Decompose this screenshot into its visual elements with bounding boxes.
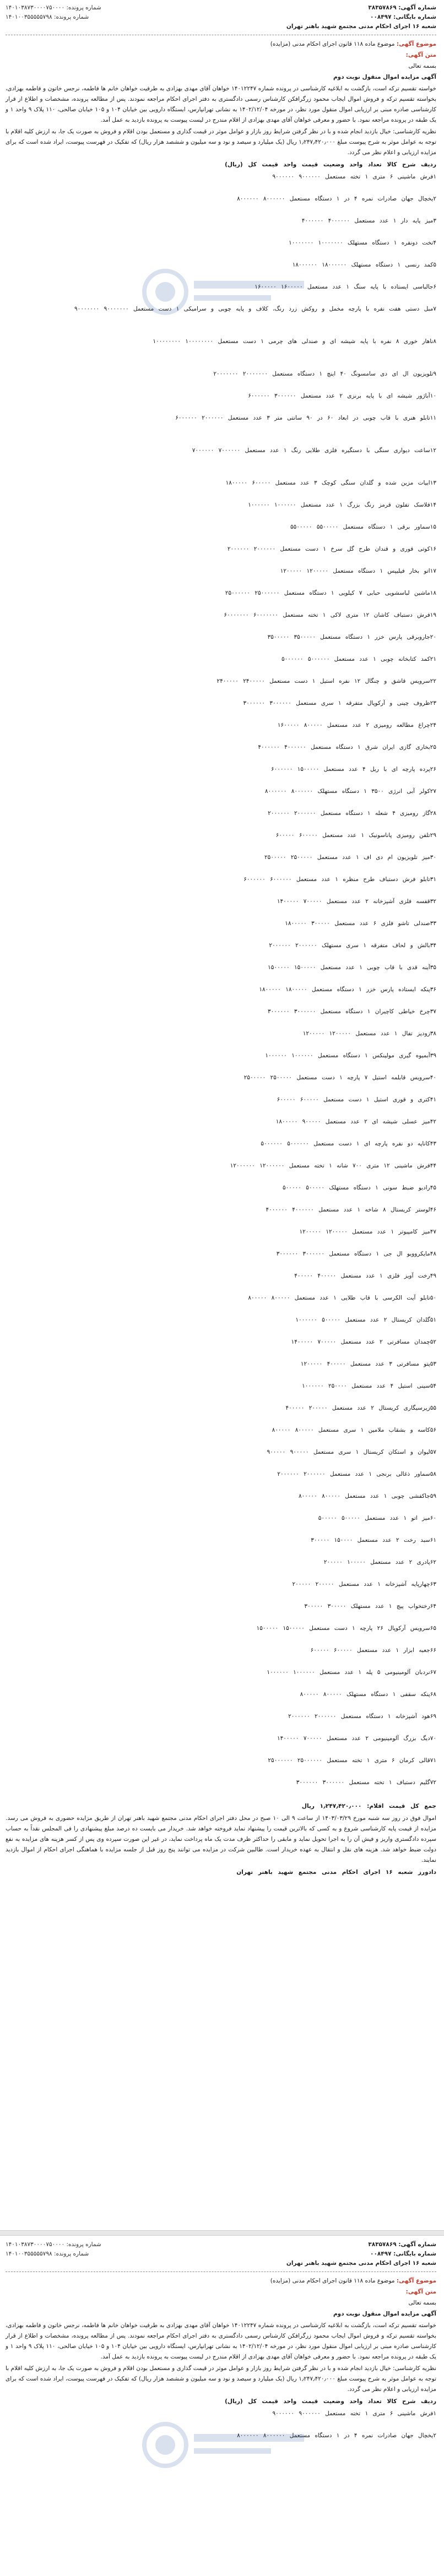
list-item: ۶۴رختخواب پیچ ۱ عدد مستهلک ۳۰۰۰۰۰ ۳۰۰۰۰۰: [304, 1603, 436, 1610]
list-item: ۵۴سینی استیل ۴ عدد مستعمل ۲۵۰۰۰۰ ۱۰۰۰۰۰۰: [302, 1383, 436, 1389]
list-item: ۱۰آباژور شیشه ای با پایه برنزی ۲ عدد مستعمل ۳۰۰۰۰۰۰ ۶۰۰۰۰۰۰: [248, 393, 436, 399]
subject: موضوع ماده ۱۱۸ قانون اجرای احکام مدنی (مزایده): [270, 2278, 395, 2284]
list-item: ۱۳ابیات مزین شده و گلدان سنگی کوچک ۳ عدد مستعمل ۶۰۰۰۰۰ ۱۸۰۰۰۰۰: [225, 480, 436, 486]
list-item: ۴۲میز عسلی شیشه ای ۲ عدد مستعمل ۹۰۰۰۰۰ ۱۸۰۰۰۰۰: [275, 1118, 436, 1125]
notice-title: آگهی مزایده اموال منقول نوبت دوم: [333, 2311, 436, 2317]
header-left: [6, 2240, 101, 2259]
list-item: ۴۸مایکروویو ال جی ۱ دستگاه مستعمل ۳۰۰۰۰۰۰ ۳۰۰۰۰۰۰: [276, 1251, 436, 1257]
list-item: ۲۷کولر آبی انرژی ۳۵۰۰ ۱ دستگاه مستهلک ۸۰۰۰۰۰۰ ۸۰۰۰۰۰۰: [264, 788, 436, 795]
notice-2: [0, 2237, 444, 2576]
subject: موضوع ماده ۱۱۸ قانون اجرای احکام مدنی (مزایده): [270, 41, 395, 47]
notice-number: شماره آگهی: ۳۸۳۵۷۸۶۹: [368, 4, 436, 11]
subject-label: موضوع آگهی:: [396, 2278, 436, 2284]
list-item: ۱۱تابلو هنری با قاب چوبی در ابعاد ۶۰ در ۹۰ سانتی متر ۳ عدد مستعمل ۲۰۰۰۰۰۰ ۶۰۰۰۰۰۰: [175, 415, 436, 421]
list-item: ۳۱تابلو فرش دستباف طرح منظره ۱ عدد مستعمل ۶۰۰۰۰۰۰ ۶۰۰۰۰۰۰: [243, 876, 436, 883]
list-item: ۴۰سرویس قابلمه استیل ۷ پارچه ۱ دست مستعمل ۲۵۰۰۰۰۰ ۲۵۰۰۰۰۰: [243, 1074, 436, 1081]
list-item: ۵۹جاکفشی چوبی ۱ عدد مستعمل ۸۰۰۰۰۰ ۸۰۰۰۰۰: [298, 1493, 436, 1499]
header-right: [286, 3, 436, 31]
list-item: ۱فرش ماشینی ۶ متری ۱ تخته مستعمل ۹۰۰۰۰۰۰ ۹۰۰۰۰۰۰: [272, 173, 436, 180]
list-item: ۱۴فلاسک تفلون قرمز رنگ بزرگ ۱ عدد مستعمل ۱۰۰۰۰۰۰ ۱۰۰۰۰۰۰: [248, 502, 436, 508]
paragraph-2: نظریه کارشناسی: خیال بازدید انجام شده و با در نظر گرفتن شرایط روز بازار و عوامل موثر در قیمت گذاری و مستعمل بودن اقلام و فروش به صورت یک جا، به ارزش کلیه اقلام با توجه به عوامل موثر به شرح پیوست مبلغ ۱٫۲۴۷٫۴۲۰٫۰۰۰ ریال (یک میلیارد و سیصد و نود و سه میلیون و ششصد هزار ریال) که تفکیک در فهرست پیوست، ایراد شده است که برای مزایده ارزیابی و اعلام نظر می گردد.: [6, 2365, 436, 2393]
list-item: ۳میز پایه دار ۱ عدد مستعمل ۴۰۰۰۰۰۰ ۴۰۰۰۰۰۰: [301, 218, 436, 224]
list-item: ۹تلویزیون ال ای دی سامسونگ ۴۰ اینچ ۱ دستگاه مستعمل ۲۰۰۰۰۰۰۰ ۲۰۰۰۰۰۰۰: [213, 371, 436, 377]
list-item: ۴۷میز کامپیوتر ۱ عدد مستعمل ۱۲۰۰۰۰۰ ۱۲۰۰۰۰۰: [299, 1229, 436, 1235]
list-item: ۷مبل دستی هفت نفره با پارچه مخمل و روکش زرد رنگ، کلاف و پایه چوبی و سرامیکی ۱ دست مستعمل ۹۰۰۰۰۰۰۰ ۹۰۰۰۰۰۰۰: [74, 306, 436, 312]
archive-number: شماره بایگانی: ۰۰۸۴۹۷: [370, 2251, 436, 2257]
list-item: ۴تخت دونفره ۱ دستگاه مستهلک ۱۰۰۰۰۰۰۰ ۱۰۰۰۰۰۰۰: [289, 240, 436, 246]
list-item: ۳۵آینه قدی با قاب چوبی ۱ عدد مستعمل ۱۵۰۰۰۰۰ ۱۵۰۰۰۰۰: [268, 964, 436, 971]
list-item: ۴۱کتری و قوری استیل ۱ دست مستعمل ۶۰۰۰۰۰ ۶۰۰۰۰۰: [277, 1096, 436, 1103]
list-item: ۴۵رادیو ضبط سونی ۱ دستگاه مستهلک ۵۰۰۰۰۰ ۵۰۰۰۰۰: [283, 1184, 436, 1191]
list-item: ۲۴چراغ مطالعه رومیزی ۲ عدد مستعمل ۸۰۰۰۰۰ ۱۶۰۰۰۰۰: [277, 722, 436, 729]
list-item: ۲۶پرده پارچه ای با ریل ۴ عدد مستعمل ۱۵۰۰۰۰۰ ۶۰۰۰۰۰۰: [270, 766, 436, 773]
list-item: ۵۳پتو مسافرتی ۳ عدد مستعمل ۴۰۰۰۰۰ ۱۲۰۰۰۰۰: [300, 1361, 436, 1367]
list-item: ۷۲گلیم دستباف ۱ تخته مستعمل ۳۰۰۰۰۰۰ ۳۰۰۰۰۰۰: [296, 1779, 436, 1786]
list-item: ۵۵زیرسیگاری کریستال ۲ عدد مستعمل ۲۰۰۰۰۰ ۴۰۰۰۰۰: [285, 1405, 436, 1411]
notice-meta: [6, 39, 436, 83]
list-item: ۲یخچال جهان صادرات نمره ۴ در ۱ دستگاه مستعمل ۸۰۰۰۰۰۰ ۸۰۰۰۰۰۰: [237, 2432, 436, 2439]
text-label: متن آگهی:: [405, 52, 436, 58]
notice-header: [6, 2237, 436, 2272]
item-list: [6, 2409, 436, 2453]
notice-number: شماره آگهی: ۳۸۳۵۷۸۶۹: [368, 2241, 436, 2248]
list-item: ۱۹فرش دستباف کاشان ۱۲ متری لاکی ۱ تخته مستعمل ۶۰۰۰۰۰۰۰ ۶۰۰۰۰۰۰۰: [224, 612, 436, 618]
paragraph-2: نظریه کارشناسی: خیال بازدید انجام شده و با در نظر گرفتن شرایط روز بازار و عوامل موثر در قیمت گذاری و مستعمل بودن اقلام و فروش به صورت یک جا، به ارزش کلیه اقلام با توجه به عوامل موثر به شرح پیوست مبلغ ۱٫۲۴۷٫۴۲۰٫۰۰۰ ریال (یک میلیارد و سیصد و نود و سه میلیون و ششصد هزار ریال) که تفکیک در فهرست پیوست، ایراد شده است که برای مزایده ارزیابی و اعلام نظر می گردد.: [6, 128, 436, 156]
notice-title: آگهی مزایده اموال منقول نوبت دوم: [333, 74, 436, 80]
list-item: ۲۹تلفن رومیزی پاناسونیک ۱ عدد مستعمل ۶۰۰۰۰۰ ۶۰۰۰۰۰: [275, 832, 436, 839]
list-item: ۸ناهار خوری ۸ نفره با پایه شیشه ای و صندلی های چرمی ۱ دست مستعمل ۱۰۰۰۰۰۰۰۰ ۱۰۰۰۰۰۰۰۰: [153, 338, 436, 345]
list-item: ۱۷اتو بخار فیلیپس ۱ دستگاه مستعمل ۱۲۰۰۰۰۰ ۱۲۰۰۰۰۰: [280, 568, 436, 574]
notice-header: [6, 0, 436, 35]
list-item: ۳۷چرخ خیاطی کاچیران ۱ دستگاه مستعمل ۳۰۰۰۰۰۰ ۳۰۰۰۰۰۰: [268, 1008, 436, 1015]
list-item: ۲۵بخاری گازی ایران شرق ۱ دستگاه مستعمل ۴۰۰۰۰۰۰ ۴۰۰۰۰۰۰: [258, 744, 436, 751]
list-item: ۵۲چمدان مسافرتی ۲ عدد مستعمل ۷۰۰۰۰۰ ۱۴۰۰۰۰۰: [291, 1339, 436, 1345]
paragraph-1: خواسته تقسیم ترکه است، بازگشت به ابلاغیه کارشناسی در پرونده شماره ۱۴۰۱۲۲۴۷ خواهان آقای مهدی بهزادی به طرفیت خواهان خانم ها فاطمه، نرجس خاتون و فاطمه بهزادی، بخواسته تقسیم ترکه و فروش اموال ایجاب محمود زرگرافکن کارشناس رسمی دادگستری به دفتر اجرای احکام مراجعه نمودند. پس از مطالعه پرونده، مشخصات و اطلاع از قرار کارشناسی صادره مبنی بر ارزیابی اموال منقول مورد نظر، در مورخه ۱۴۰۲/۱۲/۰۴ به نشانی تهرانپارس، ایستگاه دارویی بین خیابان ۱۰۴ و ۱۰۵ خیابان صالحی، ۱۱۰ پلاک ۹ واحد ۱ و یک طبقه در پرونده مراجعه نمود. با حضور و معرفی خواهان آقای مهدی بهزادی از اقلام مندرج در لیست پیوست به پرونده بازدید به عمل آمد.: [6, 2322, 436, 2360]
list-item: ۳۸زودپز تفال ۱ عدد مستعمل ۱۲۰۰۰۰۰ ۱۲۰۰۰۰۰: [302, 1030, 436, 1037]
list-item: ۴۹رخت آویز فلزی ۱ عدد مستعمل ۴۰۰۰۰۰ ۴۰۰۰۰۰: [294, 1273, 436, 1279]
subject-label: موضوع آگهی:: [396, 41, 436, 47]
total-line: جمع کل قیمت اقلام: ۱٫۲۴۷٫۴۲۰٫۰۰۰ ریال: [301, 1803, 436, 1809]
branch-name: شعبه ۱۶ اجرای احکام مدنی مجتمع شهید باهنر تهران: [286, 23, 436, 30]
list-item: ۵۶کاسه و بشقاب ملامین ۱ سری مستعمل ۸۰۰۰۰۰ ۸۰۰۰۰۰: [272, 1427, 436, 1433]
list-item: ۱فرش ماشینی ۶ متری ۱ تخته مستعمل ۹۰۰۰۰۰۰ ۹۰۰۰۰۰۰: [272, 2410, 436, 2417]
list-item: ۴۶لوستر کریستال ۸ شاخه ۱ عدد مستعمل ۴۰۰۰۰۰۰ ۴۰۰۰۰۰۰: [266, 1207, 436, 1213]
list-item: ۷۱قالی کرمان ۶ متری ۱ تخته مستعمل ۲۵۰۰۰۰۰۰ ۲۵۰۰۰۰۰۰: [268, 1757, 436, 1764]
list-item: ۳۳صندلی تاشو فلزی ۶ عدد مستعمل ۳۰۰۰۰۰ ۱۸۰۰۰۰۰: [285, 920, 436, 927]
branch-name: شعبه ۱۶ اجرای احکام مدنی مجتمع شهید باهنر تهران: [286, 2260, 436, 2267]
text-label: متن آگهی:: [405, 2289, 436, 2295]
list-item: ۵۰تابلو آیت الکرسی با قاب طلایی ۱ عدد مستعمل ۸۰۰۰۰۰ ۸۰۰۰۰۰: [248, 1295, 436, 1301]
list-item: ۶۰میز اتو ۱ عدد مستعمل ۵۰۰۰۰۰ ۵۰۰۰۰۰: [318, 1515, 436, 1521]
header-right: [286, 2240, 436, 2268]
list-item: ۲یخچال جهان صادرات نمره ۴ در ۱ دستگاه مستعمل ۸۰۰۰۰۰۰ ۸۰۰۰۰۰۰: [237, 195, 436, 202]
list-item: ۷۰دیگ بزرگ آلومینیومی ۲ عدد مستعمل ۷۰۰۰۰۰ ۱۴۰۰۰۰۰: [277, 1735, 436, 1742]
list-item: ۱۸ماشین لباسشویی حبابی ۷ کیلویی ۱ دستگاه مستعمل ۲۵۰۰۰۰۰۰ ۲۵۰۰۰۰۰۰: [225, 590, 436, 596]
header-left: [6, 3, 101, 22]
basmala: بسمه تعالی: [408, 63, 436, 69]
paragraph-3: اموال فوق در روز سه شنبه مورخ ۱۴۰۳/۰۳/۲۹ از ساعت ۹ الی ۱۰ صبح در محل دفتر اجرای احکام مدنی مجتمع شهید باهنر تهران از طریق مزایده حضوری به فروش می رسد. مزایده از قیمت پایه کارشناسی شروع و به کسی که بالاترین قیمت را پیشنهاد نماید فروخته خواهد شد. خریدار می بایست ده درصد مبلغ پیشنهادی را فی المجلس نقداً به حساب سپرده دادگستری واریز و فیش آن را به اجرا تحویل نماید و مابقی را حداکثر ظرف مدت یک ماه پرداخت نماید، در غیر این صورت سپرده وی پس از کسر هزینه های مزایده به نفع دولت ضبط خواهد شد. هزینه های نقل و انتقال به عهده خریدار است. طالبین شرکت در مزایده می توانند پنج روز قبل از جلسه مزایده با هماهنگی اجرای احکام از اموال بازدید نمایند.: [6, 1815, 437, 1863]
list-item: ۲۳ظروف چینی و آرکوپال متفرقه ۱ سری مستعمل ۳۰۰۰۰۰۰ ۳۰۰۰۰۰۰: [243, 700, 436, 707]
list-item: ۱۵سماور برقی ۱ دستگاه مستعمل ۵۵۰۰۰۰۰ ۵۵۰۰۰۰۰: [290, 524, 436, 530]
list-item: ۱۲ساعت دیواری سنگی با دستگیره فلزی طلایی رنگ ۱ عدد مستعمل ۷۰۰۰۰۰۰ ۷۰۰۰۰۰۰: [192, 447, 436, 454]
list-header: ردیف شرح کالا تعداد واحد وضعیت قیمت واحد قیمت کل (ریال): [225, 161, 436, 168]
case-number-2: شماره پرونده: ۱۴۰۱۰۰۳۵۵۵۵۵۷۹۸: [6, 2251, 89, 2257]
list-item: ۳۴بالش و لحاف متفرقه ۱ سری مستهلک ۲۰۰۰۰۰۰ ۲۰۰۰۰۰۰: [269, 942, 436, 949]
list-item: ۶جالباسی ایستاده با پایه سنگ ۱ عدد مستعمل ۱۶۰۰۰۰۰ ۱۶۰۰۰۰۰: [255, 284, 436, 290]
list-item: ۶۲پادری ۲ عدد مستعمل ۱۰۰۰۰۰ ۲۰۰۰۰۰: [323, 1559, 436, 1566]
case-number-2: شماره پرونده: ۱۴۰۱۰۰۳۵۵۵۵۵۷۹۸: [6, 14, 89, 20]
list-item: ۶۹هود آشپزخانه ۱ دستگاه مستعمل ۲۰۰۰۰۰۰ ۲۰۰۰۰۰۰: [288, 1713, 436, 1720]
list-item: ۶۶جعبه ابزار ۱ عدد مستعمل ۶۰۰۰۰۰ ۶۰۰۰۰۰: [310, 1647, 436, 1654]
item-list: [6, 172, 436, 1800]
case-number: شماره پرونده: ۱۴۰۱۰۳۸۷۳۰۰۰۰۷۵۰۰۰۰: [6, 2241, 101, 2248]
list-item: ۳۹آبمیوه گیری مولینکس ۱ دستگاه مستعمل ۱۰۰۰۰۰۰ ۱۰۰۰۰۰۰: [265, 1052, 436, 1059]
list-item: ۱۶کوتی قوری و قندان طرح گل سرخ ۱ دست مستعمل ۲۰۰۰۰۰۰ ۲۰۰۰۰۰۰: [227, 546, 436, 552]
list-item: ۳۶پنکه ایستاده پارس خزر ۱ دستگاه مستعمل ۱۸۰۰۰۰۰ ۱۸۰۰۰۰۰: [259, 986, 436, 993]
list-item: ۲۸گاز رومیزی ۴ شعله ۱ دستگاه مستعمل ۲۰۰۰۰۰۰ ۲۰۰۰۰۰۰: [268, 810, 436, 817]
list-item: ۲۲سرویس قاشق و چنگال ۱۲ نفره استیل ۱ دست مستعمل ۲۴۰۰۰۰۰ ۲۴۰۰۰۰۰: [216, 678, 436, 684]
list-item: ۵کمد رنسی ۱ دستگاه مستهلک ۱۸۰۰۰۰۰۰ ۱۸۰۰۰۰۰۰: [292, 262, 436, 268]
notice-meta: [6, 2275, 436, 2319]
archive-number: شماره بایگانی: ۰۰۸۴۹۷: [370, 14, 436, 20]
list-item: ۲۰جاروبرقی پارس خزر ۱ دستگاه مستعمل ۳۵۰۰۰۰۰ ۳۵۰۰۰۰۰: [267, 634, 436, 640]
paragraph-1: خواسته تقسیم ترکه است، بازگشت به ابلاغیه کارشناسی در پرونده شماره ۱۴۰۱۲۲۴۷ خواهان آقای مهدی بهزادی به طرفیت خواهان خانم ها فاطمه، نرجس خاتون و فاطمه بهزادی، بخواسته تقسیم ترکه و فروش اموال ایجاب محمود زرگرافکن کارشناس رسمی دادگستری به دفتر اجرای احکام مراجعه نمودند. پس از مطالعه پرونده، مشخصات و اطلاع از قرار کارشناسی صادره مبنی بر ارزیابی اموال منقول مورد نظر، در مورخه ۱۴۰۲/۱۲/۰۴ به نشانی تهرانپارس، ایستگاه دارویی بین خیابان ۱۰۴ و ۱۰۵ خیابان صالحی، ۱۱۰ پلاک ۹ واحد ۱ و یک طبقه در پرونده مراجعه نمود. با حضور و معرفی خواهان آقای مهدی بهزادی از اقلام مندرج در لیست پیوست به پرونده بازدید به عمل آمد.: [6, 85, 436, 123]
basmala: بسمه تعالی: [408, 2300, 436, 2306]
notice-divider: [0, 2230, 444, 2236]
list-item: ۳۰میز تلویزیون ام دی اف ۱ عدد مستعمل ۲۵۰۰۰۰۰ ۲۵۰۰۰۰۰: [264, 854, 436, 861]
list-item: ۶۱سبد رخت ۲ عدد مستعمل ۱۵۰۰۰۰ ۳۰۰۰۰۰: [311, 1537, 436, 1544]
list-item: ۳۲قفسه فلزی آشپزخانه ۲ عدد مستعمل ۷۰۰۰۰۰ ۱۴۰۰۰۰۰: [277, 898, 436, 905]
list-item: ۵۷لیوان و استکان کریستال ۱ سری مستعمل ۹۰۰۰۰۰ ۹۰۰۰۰۰: [267, 1449, 436, 1455]
list-item: ۶۸پنکه سقفی ۱ دستگاه مستهلک ۸۰۰۰۰۰ ۸۰۰۰۰۰: [300, 1691, 436, 1698]
list-item: ۵۸سماور ذغالی برنجی ۱ عدد مستعمل ۲۰۰۰۰۰۰ ۲۰۰۰۰۰۰: [277, 1471, 436, 1477]
case-number: شماره پرونده: ۱۴۰۱۰۳۸۷۳۰۰۰۰۷۵۰۰۰۰: [6, 4, 101, 11]
list-item: ۶۳چهارپایه آشپزخانه ۱ عدد مستعمل ۲۰۰۰۰۰ ۲۰۰۰۰۰: [292, 1581, 436, 1588]
list-item: ۶۵سرویس آرکوپال ۲۶ پارچه ۱ دست مستعمل ۱۵۰۰۰۰۰ ۱۵۰۰۰۰۰: [256, 1625, 436, 1632]
signature: دادورز شعبه ۱۶ اجرای احکام مدنی مجتمع شهید باهنر تهران: [236, 1869, 436, 1876]
list-item: ۵۱گلدان کریستال ۲ عدد مستعمل ۵۰۰۰۰۰ ۱۰۰۰۰۰۰: [295, 1317, 436, 1323]
list-item: ۶۷نردبان آلومینیومی ۵ پله ۱ عدد مستعمل ۱۰۰۰۰۰۰ ۱۰۰۰۰۰۰: [267, 1669, 436, 1676]
list-item: ۴۳کاناپه دو نفره پارچه ای ۱ دست مستعمل ۵۰۰۰۰۰۰ ۵۰۰۰۰۰۰: [261, 1140, 436, 1147]
list-item: ۲۱کمد کتابخانه چوبی ۱ عدد مستعمل ۵۰۰۰۰۰۰ ۵۰۰۰۰۰۰: [281, 656, 436, 662]
list-header: ردیف شرح کالا تعداد واحد وضعیت قیمت واحد قیمت کل (ریال): [225, 2398, 436, 2405]
list-item: ۴۴فرش ماشینی ۱۲ متری ۷۰۰ شانه ۱ تخته مستعمل ۱۲۰۰۰۰۰۰ ۱۲۰۰۰۰۰۰: [230, 1162, 436, 1169]
